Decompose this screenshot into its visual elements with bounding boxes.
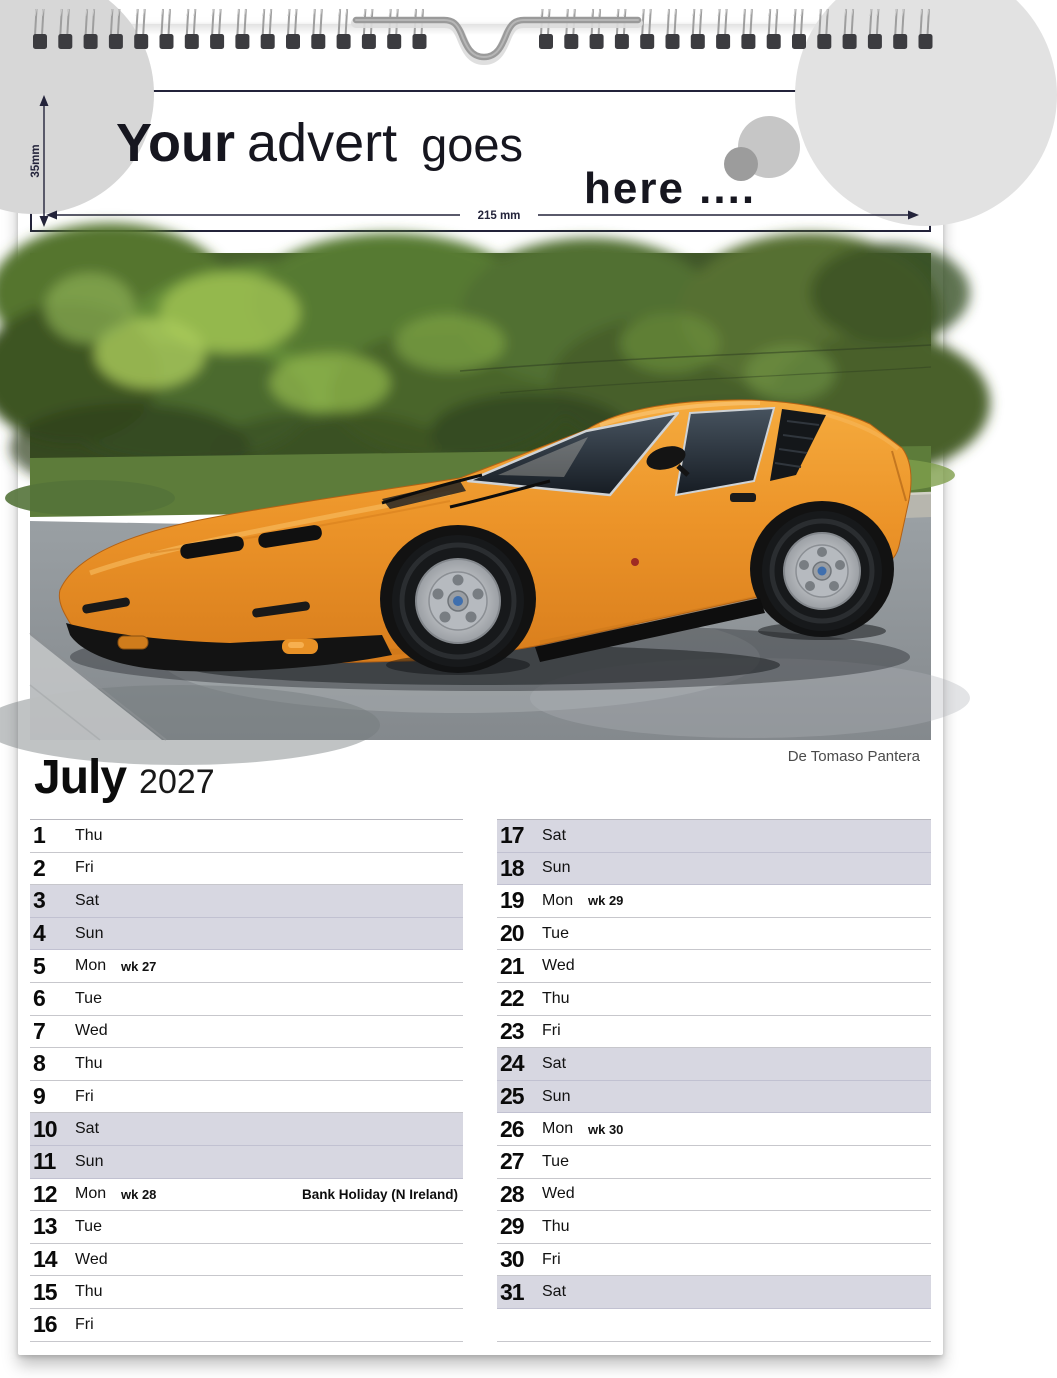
- day-number: 20: [500, 920, 524, 947]
- day-number: 29: [500, 1213, 524, 1240]
- calendar-row: [30, 1211, 463, 1244]
- day-number: 30: [500, 1246, 524, 1273]
- calendar-row: [497, 820, 931, 853]
- calendar-row: [497, 983, 931, 1016]
- calendar-row: [497, 1309, 931, 1342]
- calendar-row: [497, 1081, 931, 1114]
- day-name: Wed: [542, 957, 575, 975]
- day-name: Tue: [542, 924, 569, 942]
- week-number: wk 28: [121, 1186, 157, 1202]
- punch-hole: [564, 34, 578, 49]
- day-number: 2: [33, 854, 45, 881]
- punch-hole: [337, 34, 351, 49]
- day-number: 27: [500, 1148, 524, 1175]
- day-name: Thu: [75, 826, 103, 844]
- day-number: 23: [500, 1017, 524, 1044]
- punch-hole: [84, 34, 98, 49]
- day-number: 4: [33, 920, 45, 947]
- calendar-grid: [30, 819, 931, 1343]
- car-photo: [30, 253, 931, 740]
- calendar-row: [30, 885, 463, 918]
- day-name: Sat: [75, 891, 100, 909]
- day-name: Tue: [75, 989, 102, 1007]
- day-name: Wed: [75, 1022, 108, 1040]
- punch-hole: [134, 34, 148, 49]
- punch-hole: [311, 34, 325, 49]
- day-number: 5: [33, 952, 45, 979]
- month-name: July: [34, 751, 127, 804]
- punch-hole: [640, 34, 654, 49]
- day-name: Fri: [75, 1315, 94, 1333]
- day-number: 22: [500, 985, 524, 1012]
- calendar-row: [30, 1081, 463, 1114]
- calendar-row: [497, 1276, 931, 1309]
- door-handle: [730, 493, 756, 502]
- day-name: Wed: [75, 1250, 108, 1268]
- week-number: wk 27: [121, 958, 157, 974]
- day-name: Mon: [75, 1185, 107, 1203]
- punch-hole: [792, 34, 806, 49]
- day-name: Mon: [542, 1120, 574, 1138]
- day-number: 10: [33, 1115, 57, 1142]
- advert-word-your: Your: [116, 113, 235, 173]
- calendar-row: [30, 1146, 463, 1179]
- holiday-label: Bank Holiday (N Ireland): [301, 1186, 458, 1202]
- punch-hole: [666, 34, 680, 49]
- day-name: Sat: [75, 1120, 100, 1138]
- calendar-row: [497, 885, 931, 918]
- advert-word-advert: advert: [247, 113, 398, 173]
- day-name: Sat: [542, 826, 567, 844]
- day-name: Thu: [542, 1217, 570, 1235]
- calendar-row: [497, 918, 931, 951]
- day-number: 1: [33, 822, 45, 849]
- day-name: Fri: [75, 1087, 94, 1105]
- punch-hole: [615, 34, 629, 49]
- calendar-row: [497, 1146, 931, 1179]
- calendar-row: [497, 1179, 931, 1212]
- calendar-column-left: [30, 819, 463, 1342]
- day-name: Sat: [542, 1054, 567, 1072]
- calendar-row: [30, 1016, 463, 1049]
- punch-hole: [893, 34, 907, 49]
- calendar-row: [30, 918, 463, 951]
- calendar-row: [30, 853, 463, 886]
- day-number: 11: [33, 1148, 56, 1175]
- day-name: Sun: [75, 924, 104, 942]
- day-number: 12: [33, 1180, 57, 1207]
- month-title: [34, 750, 215, 805]
- day-name: Fri: [75, 859, 94, 877]
- calendar-row: [497, 1113, 931, 1146]
- day-number: 21: [500, 952, 524, 979]
- day-name: Wed: [542, 1185, 575, 1203]
- day-number: 9: [33, 1083, 45, 1110]
- day-number: 17: [500, 822, 524, 849]
- punch-hole: [286, 34, 300, 49]
- punch-hole: [691, 34, 705, 49]
- photo-caption: De Tomaso Pantera: [787, 748, 920, 765]
- day-name: Sat: [542, 1283, 567, 1301]
- turn-signal-left: [118, 636, 148, 649]
- year-label: 2027: [139, 763, 215, 801]
- punch-hole: [741, 34, 755, 49]
- calendar-row: [30, 1309, 463, 1342]
- day-number: 24: [500, 1050, 524, 1077]
- day-name: Thu: [75, 1283, 103, 1301]
- punch-hole: [362, 34, 376, 49]
- day-name: Sun: [542, 1087, 571, 1105]
- advert-text-line2: here ....: [584, 164, 757, 213]
- punch-hole: [767, 34, 781, 49]
- calendar-row: [30, 1276, 463, 1309]
- day-name: Thu: [542, 989, 570, 1007]
- punch-hole: [109, 34, 123, 49]
- day-number: 13: [33, 1213, 57, 1240]
- calendar-row: [497, 1244, 931, 1277]
- punch-hole: [58, 34, 72, 49]
- punch-hole: [843, 34, 857, 49]
- day-number: 3: [33, 887, 45, 914]
- day-name: Thu: [75, 1054, 103, 1072]
- calendar-row: [30, 820, 463, 853]
- spiral-binding: [0, 0, 961, 72]
- day-name: Mon: [542, 891, 574, 909]
- day-number: 18: [500, 854, 524, 881]
- day-name: Tue: [75, 1217, 102, 1235]
- punch-hole: [235, 34, 249, 49]
- day-number: 6: [33, 985, 45, 1012]
- day-name: Mon: [75, 957, 107, 975]
- day-number: 19: [500, 887, 524, 914]
- calendar-row: [30, 950, 463, 983]
- punch-hole: [413, 34, 427, 49]
- punch-hole: [160, 34, 174, 49]
- calendar-row: [30, 1113, 463, 1146]
- calendar-row: [30, 1179, 463, 1212]
- week-number: wk 30: [588, 1121, 624, 1137]
- day-number: 28: [500, 1180, 524, 1207]
- height-dimension-label: 35mm: [30, 144, 42, 178]
- width-dimension-label: 215 mm: [477, 210, 521, 222]
- day-number: 15: [33, 1278, 57, 1305]
- punch-hole: [716, 34, 730, 49]
- punch-hole: [33, 34, 47, 49]
- calendar-row: [497, 950, 931, 983]
- punch-hole: [868, 34, 882, 49]
- week-number: wk 29: [588, 893, 624, 909]
- day-name: Sun: [75, 1152, 104, 1170]
- calendar-row: [497, 1211, 931, 1244]
- calendar-column-right: [497, 819, 931, 1342]
- day-number: 16: [33, 1311, 57, 1338]
- punch-hole: [210, 34, 224, 49]
- punch-hole: [261, 34, 275, 49]
- calendar-row: [30, 1244, 463, 1277]
- page-sheet: [18, 24, 943, 1355]
- advert-banner: [30, 90, 931, 232]
- day-number: 31: [500, 1278, 524, 1305]
- advert-word-goes: goes: [421, 118, 524, 171]
- punch-hole: [185, 34, 199, 49]
- punch-hole: [919, 34, 933, 49]
- day-number: 14: [33, 1246, 57, 1273]
- day-name: Sun: [542, 859, 571, 877]
- day-number: 8: [33, 1050, 45, 1077]
- calendar-row: [30, 1048, 463, 1081]
- day-name: Tue: [542, 1152, 569, 1170]
- calendar-row: [30, 983, 463, 1016]
- punch-hole: [387, 34, 401, 49]
- calendar-row: [497, 853, 931, 886]
- day-number: 7: [33, 1017, 45, 1044]
- punch-hole: [590, 34, 604, 49]
- fender-badge: [631, 558, 639, 566]
- punch-hole: [539, 34, 553, 49]
- day-name: Fri: [542, 1250, 561, 1268]
- day-number: 26: [500, 1115, 524, 1142]
- day-name: Fri: [542, 1022, 561, 1040]
- day-number: 25: [500, 1083, 524, 1110]
- calendar-row: [497, 1048, 931, 1081]
- calendar-row: [497, 1016, 931, 1049]
- punch-hole: [817, 34, 831, 49]
- advert-text-line1: [116, 112, 523, 174]
